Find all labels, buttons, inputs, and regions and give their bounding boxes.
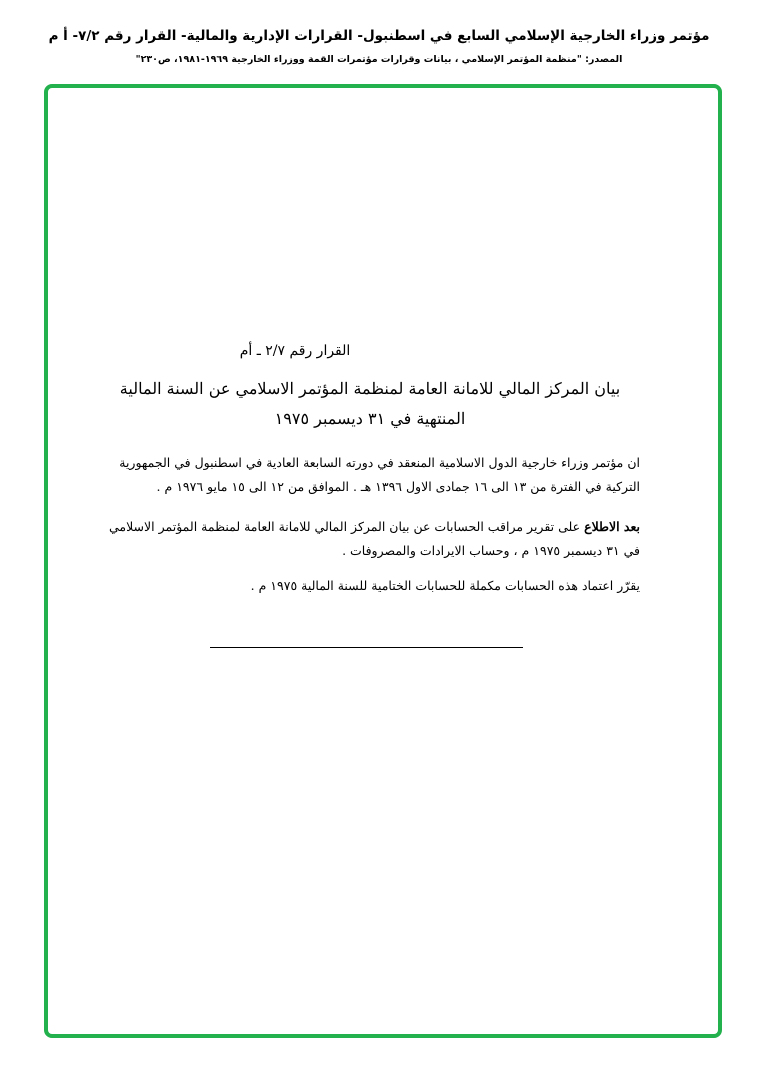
- review-line-1: [85, 515, 640, 539]
- review-line-1-rest: على تقرير مراقب الحسابات عن بيان المركز المالي للامانة العامة لمنظمة المؤتمر الاسلامي: [108, 519, 585, 534]
- resolution-line: يقرّر اعتماد هذه الحسابات مكملة للحسابات الختامية للسنة المالية ١٩٧٥ م .: [250, 578, 640, 593]
- preamble-line-1: ان مؤتمر وزراء خارجية الدول الاسلامية المنعقد في دورته السابعة العادية في اسطنبول في الجمهورية: [119, 455, 640, 470]
- resolution-paragraph: [85, 574, 640, 598]
- closing-rule: [210, 647, 523, 648]
- decision-title-line-1: بيان المركز المالي للامانة العامة لمنظمة المؤتمر الاسلامي عن السنة المالية: [119, 379, 621, 398]
- preamble-paragraph: [85, 451, 640, 499]
- decision-number: القرار رقم ٢/٧ ـ أم: [239, 343, 351, 359]
- decision-title: [100, 374, 640, 434]
- review-lead: بعد الاطلاع: [584, 519, 640, 534]
- header-source: المصدر: "منظمة المؤتمر الإسلامي ، بيانات وقرارات مؤتمرات القمة ووزراء الخارجية ١٩٦٩-١٩٨١، ص٢٣٠": [135, 54, 623, 65]
- review-line-2: في ٣١ ديسمبر ١٩٧٥ م ، وحساب الايرادات والمصروفات .: [342, 543, 640, 558]
- header-title: مؤتمر وزراء الخارجية الإسلامي السابع في اسطنبول- القرارات الإدارية والمالية- القرار رقم ٧/٢- أ م: [48, 28, 710, 44]
- decision-title-line-2: المنتهية في ٣١ ديسمبر ١٩٧٥: [274, 409, 466, 428]
- review-paragraph: [85, 515, 640, 563]
- preamble-line-2: التركية في الفترة من ١٣ الى ١٦ جمادى الاول ١٣٩٦ هـ . الموافق من ١٢ الى ١٥ مايو ١٩٧٦ م .: [156, 479, 640, 494]
